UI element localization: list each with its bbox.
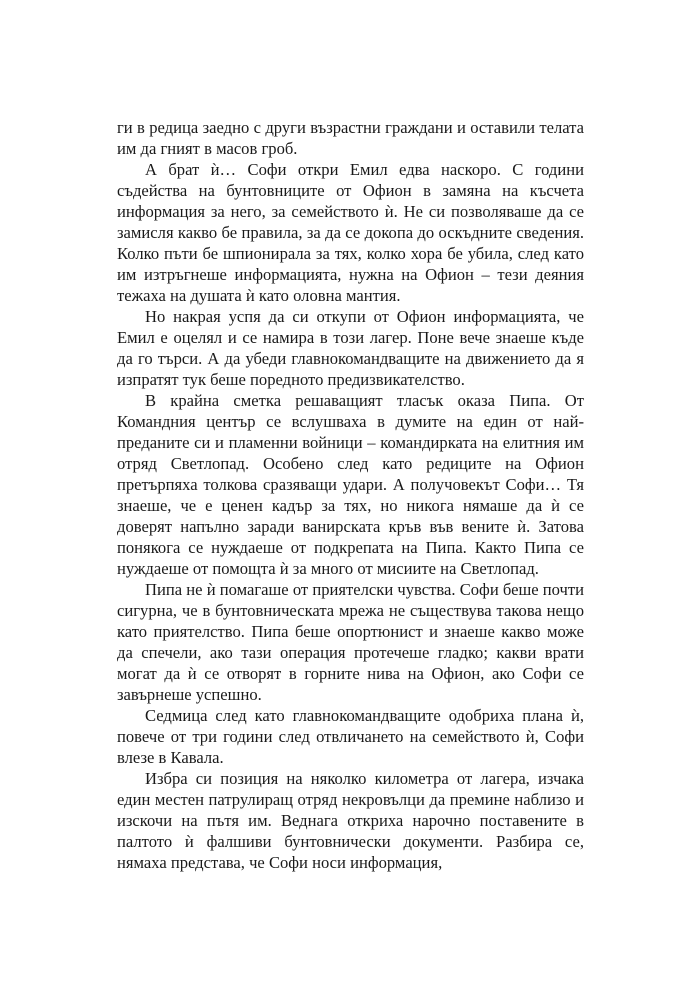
paragraph: Пипа не ѝ помагаше от приятелски чувства. Софи беше почти сигурна, че в бунтовническата мрежа не съществува такова нещо като приятелство. Пипа беше опортюнист и знаеше какво може да спечели, ако тази операция протечеше гладко; какви врати могат да ѝ се отворят в горните нива на Офион, ако Софи се завърнеше успешно. (117, 580, 584, 704)
paragraph: А брат ѝ… Софи откри Емил едва наскоро. С години съдейства на бунтовниците от Офион в замяна на късчета информация за него, за семейството ѝ. Не си позволяваше да се замисля какво бе правила, за да се докопа до оскъдните сведения. Колко пъти бе шпионирала за тях, колко хора бе убила, след като им изтръгнеше информацията, нужна на Офион – тези деяния тежаха на душата ѝ като оловна мантия. (117, 160, 584, 305)
paragraph: В крайна сметка решаващият тласък оказа Пипа. От Командния център се вслушваха в думите на един от най-преданите си и пламенни войници – командирката на елитния им отряд Светлопад. Особено след като редиците на Офион претърпяха толкова сразяващи удари. А получовекът Софи… Тя знаеше, че е ценен кадър за тях, но никога нямаше да ѝ се доверят напълно заради ванирската кръв във вените ѝ. Затова понякога се нуждаеше от подкрепата на Пипа. Както Пипа се нуждаеше от помощта ѝ за много от мисиите на Светлопад. (117, 391, 584, 578)
paragraph: Избра си позиция на няколко километра от лагера, изчака един местен патрулиращ отряд некровълци да премине наблизо и изскочи на пътя им. Веднага откриха нарочно поставените в палтото ѝ фалшиви бунтовнически документи. Разбира се, нямаха представа, че Софи носи информация, (117, 769, 584, 872)
paragraph: Седмица след като главнокомандващите одобриха плана ѝ, повече от три години след отвличането на семейството ѝ, Софи влезе в Кавала. (117, 706, 584, 767)
body-text (117, 117, 584, 873)
paragraph: Но накрая успя да си откупи от Офион информацията, че Емил е оцелял и се намира в този лагер. Поне вече знаеше къде да го търси. А да убеди главнокомандващите на движението да я изпратят тук беше поредното предизвикателство. (117, 307, 584, 389)
paragraph: ги в редица заедно с други възрастни граждани и оставили телата им да гният в масов гроб. (117, 118, 584, 158)
